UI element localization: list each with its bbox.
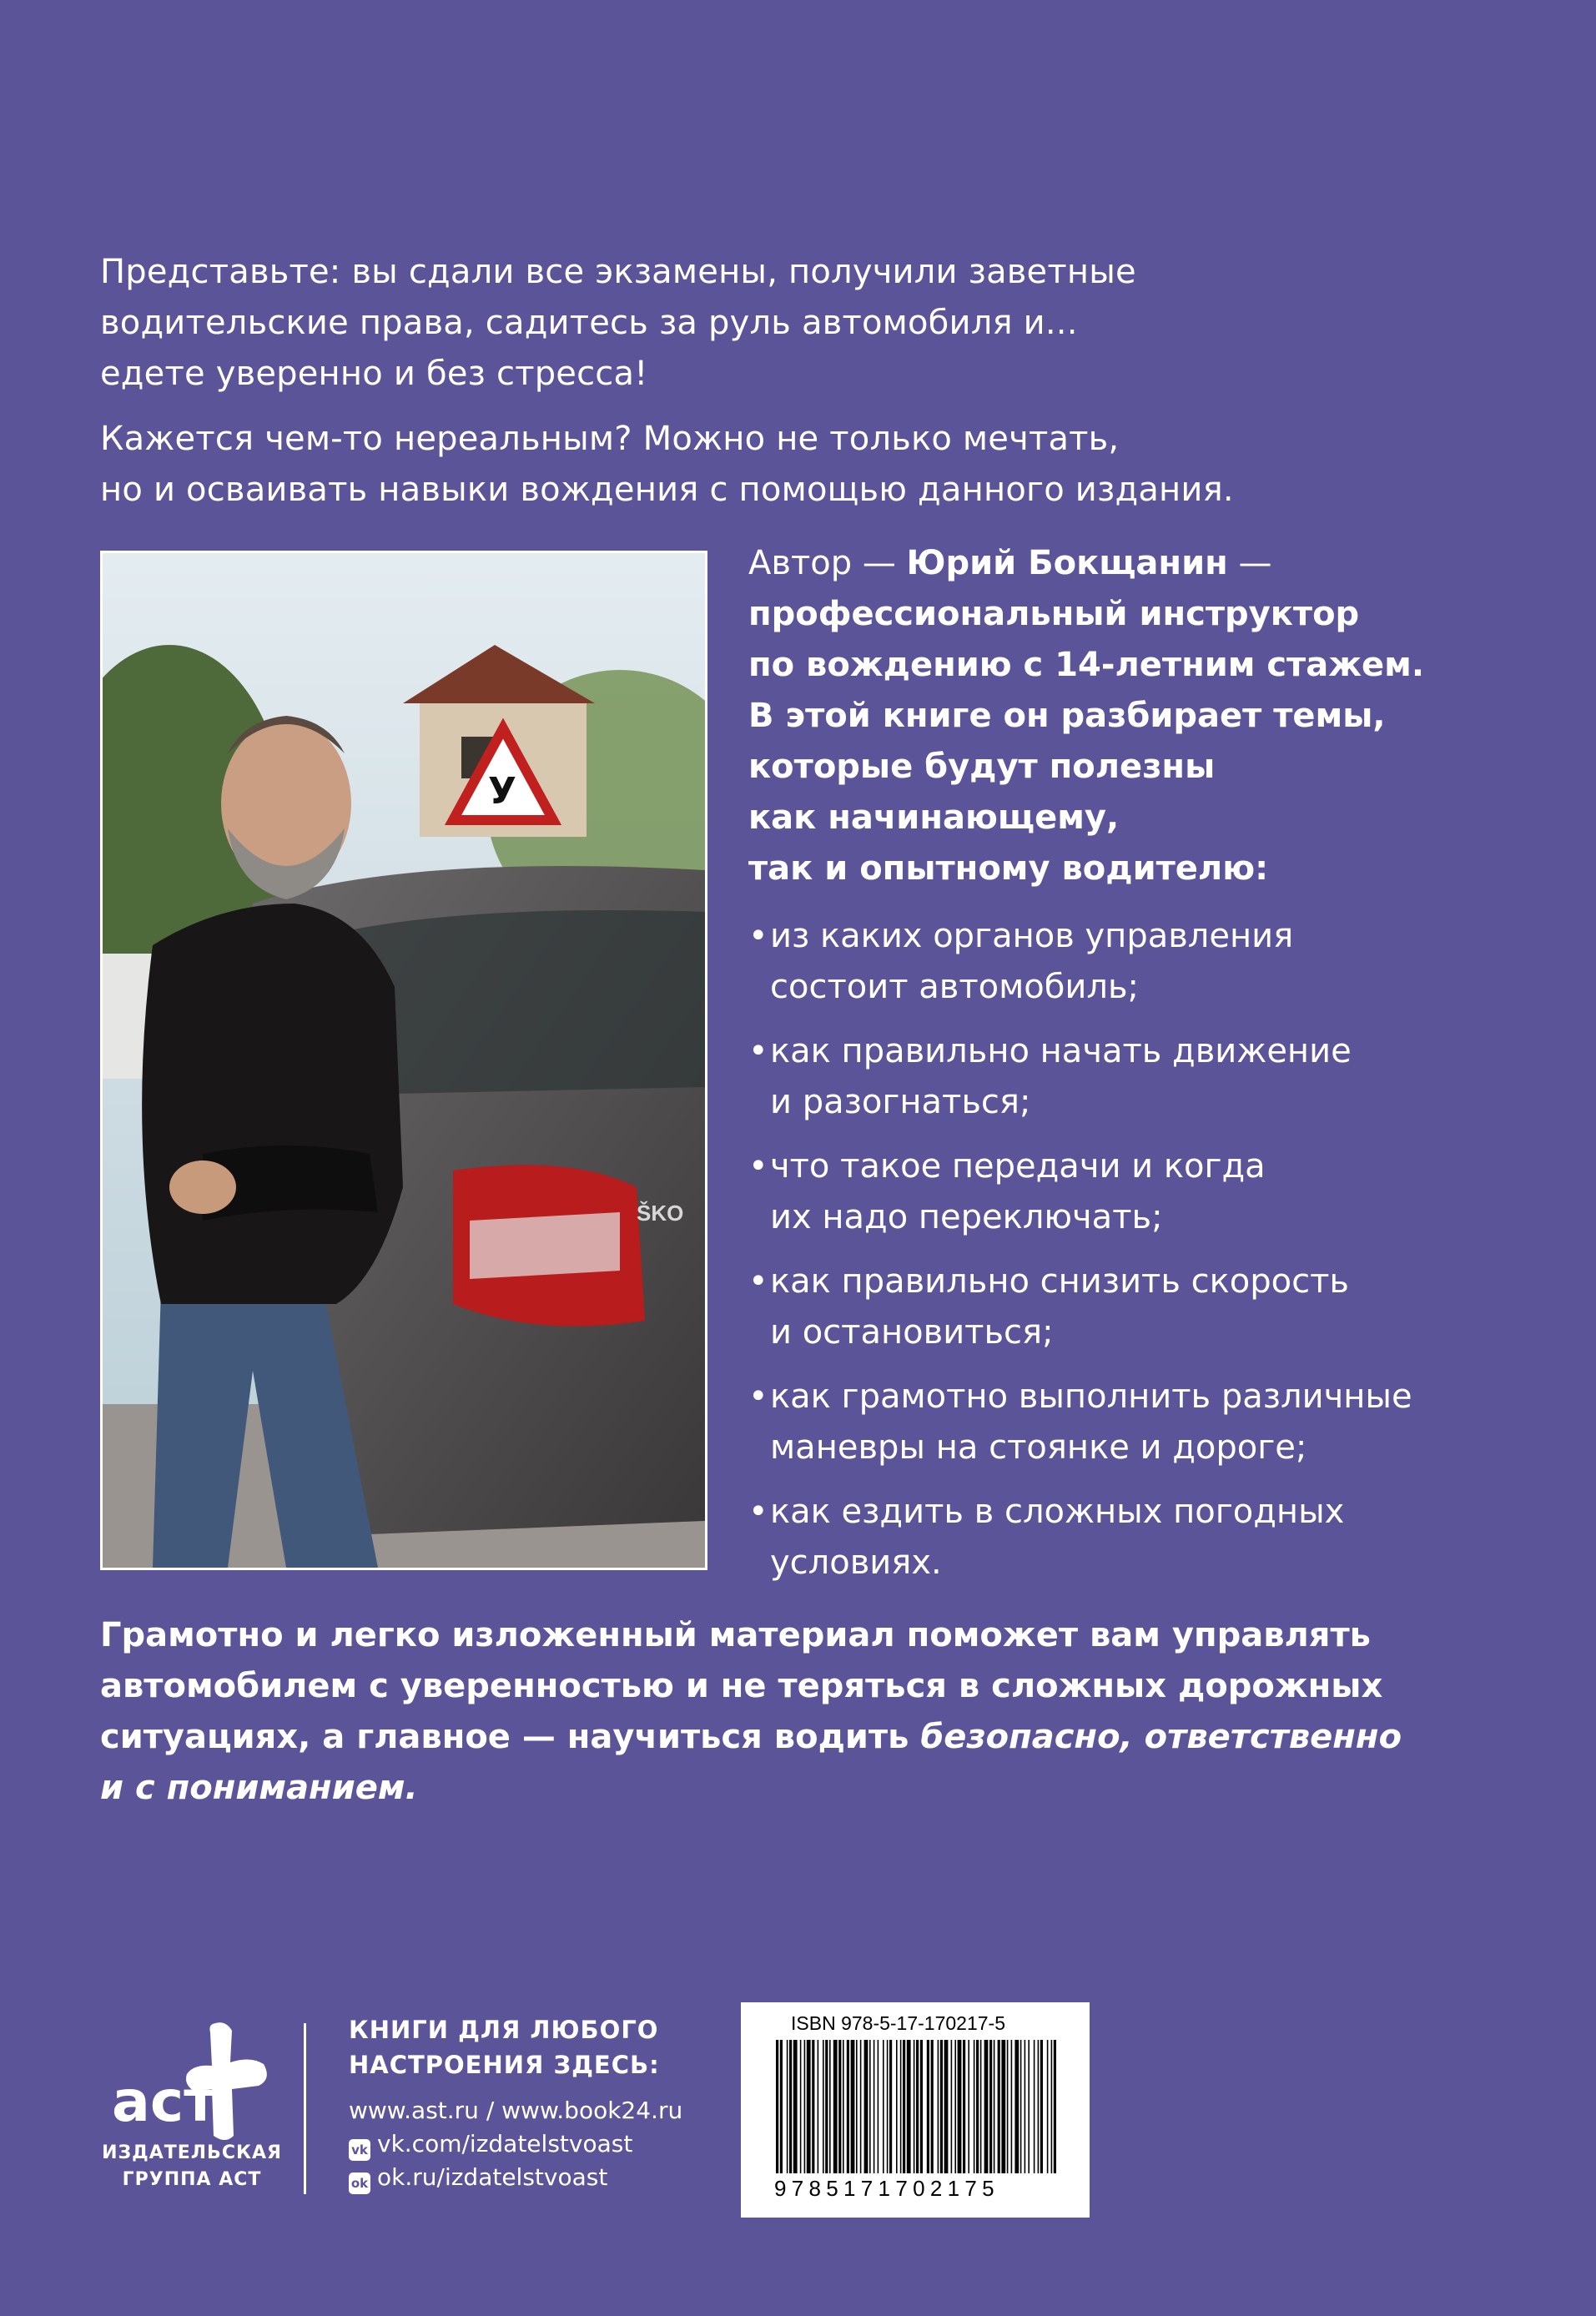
list-item bbox=[748, 1372, 1583, 1473]
isbn-text: ISBN 978-5-17-170217-5 bbox=[791, 2012, 1005, 2034]
barcode-bar bbox=[974, 2040, 975, 2173]
barcode-bar bbox=[851, 2040, 855, 2173]
intro-line: но и осваивать навыки вождения с помощью данного издания. bbox=[100, 471, 1234, 509]
barcode-bar bbox=[1034, 2040, 1035, 2173]
barcode-bar bbox=[1001, 2040, 1005, 2173]
list-item-line: состоит автомобиль; bbox=[770, 968, 1140, 1006]
barcode-bar bbox=[907, 2040, 911, 2173]
list-item-line: как грамотно выполнить различные bbox=[770, 1377, 1412, 1416]
bullet: • bbox=[748, 1493, 768, 1531]
barcode-bar bbox=[776, 2040, 778, 2173]
intro-line: водительские права, садитесь за руль автомобиля и... bbox=[100, 304, 1078, 342]
barcode-bar bbox=[896, 2040, 898, 2173]
barcode-bar bbox=[1038, 2040, 1040, 2173]
barcode-bar bbox=[825, 2040, 828, 2173]
barcode-bar bbox=[869, 2040, 871, 2173]
barcode-bar bbox=[812, 2040, 814, 2173]
intro-line: Представьте: вы сдали все экзамены, получили заветные bbox=[100, 253, 1136, 291]
isbn-barcode bbox=[741, 2002, 1090, 2218]
barcode-bar bbox=[984, 2040, 989, 2173]
barcode-bar bbox=[860, 2040, 862, 2173]
barcode-bar bbox=[889, 2040, 892, 2173]
vk-link[interactable] bbox=[349, 2127, 716, 2161]
vk-link-text: vk.com/izdatelstvoast bbox=[377, 2130, 633, 2157]
author-line: как начинающему, bbox=[748, 798, 1120, 837]
barcode-bar bbox=[1054, 2040, 1056, 2173]
barcode-bar bbox=[900, 2040, 902, 2173]
caption-line: ГРУППА АСТ bbox=[122, 2169, 262, 2190]
topics-list bbox=[748, 911, 1583, 1602]
barcode-bar bbox=[940, 2040, 943, 2173]
author-name: Юрий Бокщанин bbox=[906, 544, 1228, 582]
author-line: так и опытному водителю: bbox=[748, 849, 1269, 888]
ok-link-text: ok.ru/izdatelstvoast bbox=[377, 2163, 608, 2191]
logo-text: аст bbox=[112, 2069, 217, 2135]
sign-letter: У bbox=[488, 770, 516, 813]
barcode-bars bbox=[774, 2040, 1058, 2173]
barcode-bar bbox=[980, 2040, 982, 2173]
bullet: • bbox=[748, 1262, 768, 1301]
barcode-bar bbox=[804, 2040, 806, 2173]
barcode-bar bbox=[1025, 2040, 1026, 2173]
list-item-line: как правильно снизить скорость bbox=[770, 1262, 1350, 1301]
barcode-bar bbox=[927, 2040, 929, 2173]
promo-heading: КНИГИ ДЛЯ ЛЮБОГО bbox=[349, 2016, 659, 2044]
bullet: • bbox=[748, 1377, 768, 1416]
list-item-line: маневры на стоянке и дороге; bbox=[770, 1428, 1307, 1467]
barcode-bar bbox=[833, 2040, 838, 2173]
barcode-bar bbox=[998, 2040, 1000, 2173]
barcode-bar bbox=[1047, 2040, 1049, 2173]
ean-digits: 9785171702175 bbox=[774, 2176, 999, 2201]
closing-line bbox=[100, 1712, 1518, 1763]
barcode-bar bbox=[903, 2040, 905, 2173]
vk-icon: vk bbox=[349, 2139, 370, 2161]
caption-line: ИЗДАТЕЛЬСКАЯ bbox=[102, 2142, 282, 2163]
barcode-bar bbox=[829, 2040, 831, 2173]
barcode-bar bbox=[914, 2040, 915, 2173]
barcode-bar bbox=[887, 2040, 889, 2173]
barcode-bar bbox=[780, 2040, 783, 2173]
barcode-bar bbox=[1051, 2040, 1053, 2173]
list-item-line: как ездить в сложных погодных bbox=[770, 1493, 1345, 1531]
closing-line: Грамотно и легко изложенный материал поможет вам управлять bbox=[100, 1616, 1371, 1654]
barcode-bar bbox=[931, 2040, 934, 2173]
barcode-bar bbox=[823, 2040, 824, 2173]
closing-paragraph bbox=[100, 1610, 1518, 1814]
barcode-bar bbox=[954, 2040, 956, 2173]
promo-block bbox=[349, 2012, 716, 2194]
author-line: по вождению с 14-летним стажем. bbox=[748, 646, 1425, 684]
author-paragraph bbox=[748, 538, 1566, 894]
author-line: профессиональный инструктор bbox=[748, 595, 1360, 633]
barcode-bar bbox=[878, 2040, 879, 2173]
author-line: которые будут полезны bbox=[748, 748, 1216, 786]
barcode-bar bbox=[963, 2040, 965, 2173]
barcode-bar bbox=[944, 2040, 949, 2173]
car-badge: ŠKO bbox=[637, 1201, 684, 1226]
bullet: • bbox=[748, 1032, 768, 1070]
closing-emphasis: и с пониманием. bbox=[100, 1769, 418, 1807]
barcode-bar bbox=[856, 2040, 858, 2173]
barcode-bar bbox=[883, 2040, 884, 2173]
barcode-bar bbox=[920, 2040, 923, 2173]
website-link[interactable]: www.ast.ru / www.book24.ru bbox=[349, 2097, 683, 2124]
list-item-line: условиях. bbox=[770, 1543, 942, 1582]
list-item-line: и остановиться; bbox=[770, 1313, 1054, 1352]
list-item bbox=[748, 1487, 1583, 1588]
barcode-bar bbox=[864, 2040, 868, 2173]
bullet: • bbox=[748, 1147, 768, 1186]
list-item bbox=[748, 1256, 1583, 1358]
barcode-bar bbox=[951, 2040, 953, 2173]
barcode-bar bbox=[1020, 2040, 1022, 2173]
barcode-bar bbox=[994, 2040, 995, 2173]
closing-line bbox=[100, 1763, 1518, 1814]
barcode-bar bbox=[793, 2040, 798, 2173]
barcode-bar bbox=[938, 2040, 939, 2173]
promo-links bbox=[349, 2094, 716, 2194]
barcode-bar bbox=[787, 2040, 788, 2173]
barcode-bar bbox=[818, 2040, 819, 2173]
barcode-bar bbox=[976, 2040, 979, 2173]
list-item-line: их надо переключать; bbox=[770, 1198, 1163, 1236]
author-prefix: Автор — bbox=[748, 544, 907, 582]
barcode-bar bbox=[1011, 2040, 1013, 2173]
closing-text: ситуациях, а главное — научиться водить bbox=[100, 1718, 921, 1756]
list-item-line: что такое передачи и когда bbox=[770, 1147, 1266, 1186]
barcode-bar bbox=[1028, 2040, 1030, 2173]
barcode-bar bbox=[968, 2040, 969, 2173]
barcode-bar bbox=[958, 2040, 962, 2173]
footer-divider bbox=[304, 2023, 306, 2194]
barcode-bar bbox=[916, 2040, 919, 2173]
closing-emphasis: безопасно, ответственно bbox=[920, 1718, 1402, 1756]
barcode-bar bbox=[847, 2040, 849, 2173]
list-item-line: из каких органов управления bbox=[770, 917, 1294, 955]
list-item-line: и разогнаться; bbox=[770, 1083, 1031, 1121]
barcode-bar bbox=[1007, 2040, 1009, 2173]
list-item bbox=[748, 1026, 1583, 1128]
barcode-bar bbox=[874, 2040, 875, 2173]
list-item bbox=[748, 911, 1583, 1013]
intro-paragraph-2 bbox=[100, 414, 1518, 516]
barcode-bar bbox=[1014, 2040, 1019, 2173]
promo-heading: НАСТРОЕНИЯ ЗДЕСЬ: bbox=[349, 2051, 660, 2079]
closing-line: автомобилем с уверенностью и не теряться в сложных дорожных bbox=[100, 1667, 1383, 1705]
author-line: В этой книге он разбирает темы, bbox=[748, 697, 1386, 735]
ok-icon: ok bbox=[349, 2173, 370, 2194]
author-suffix: — bbox=[1227, 544, 1272, 582]
barcode-bar bbox=[789, 2040, 792, 2173]
barcode-bar bbox=[800, 2040, 802, 2173]
intro-line: Кажется чем-то нереальным? Можно не только мечтать, bbox=[100, 420, 1120, 458]
ast-logo-icon bbox=[100, 2019, 284, 2144]
barcode-bar bbox=[843, 2040, 844, 2173]
author-photo bbox=[100, 551, 707, 1570]
intro-line: едете уверенно и без стресса! bbox=[100, 355, 648, 393]
barcode-bar bbox=[989, 2040, 992, 2173]
intro-paragraph-1 bbox=[100, 247, 1518, 400]
list-item bbox=[748, 1141, 1583, 1243]
barcode-bar bbox=[1040, 2040, 1043, 2173]
author-line-1 bbox=[748, 538, 1566, 589]
ok-link[interactable] bbox=[349, 2161, 716, 2194]
bullet: • bbox=[748, 917, 768, 955]
publisher-caption bbox=[92, 2140, 292, 2193]
barcode-bar bbox=[838, 2040, 841, 2173]
list-item-line: как правильно начать движение bbox=[770, 1032, 1352, 1070]
barcode-bar bbox=[807, 2040, 811, 2173]
